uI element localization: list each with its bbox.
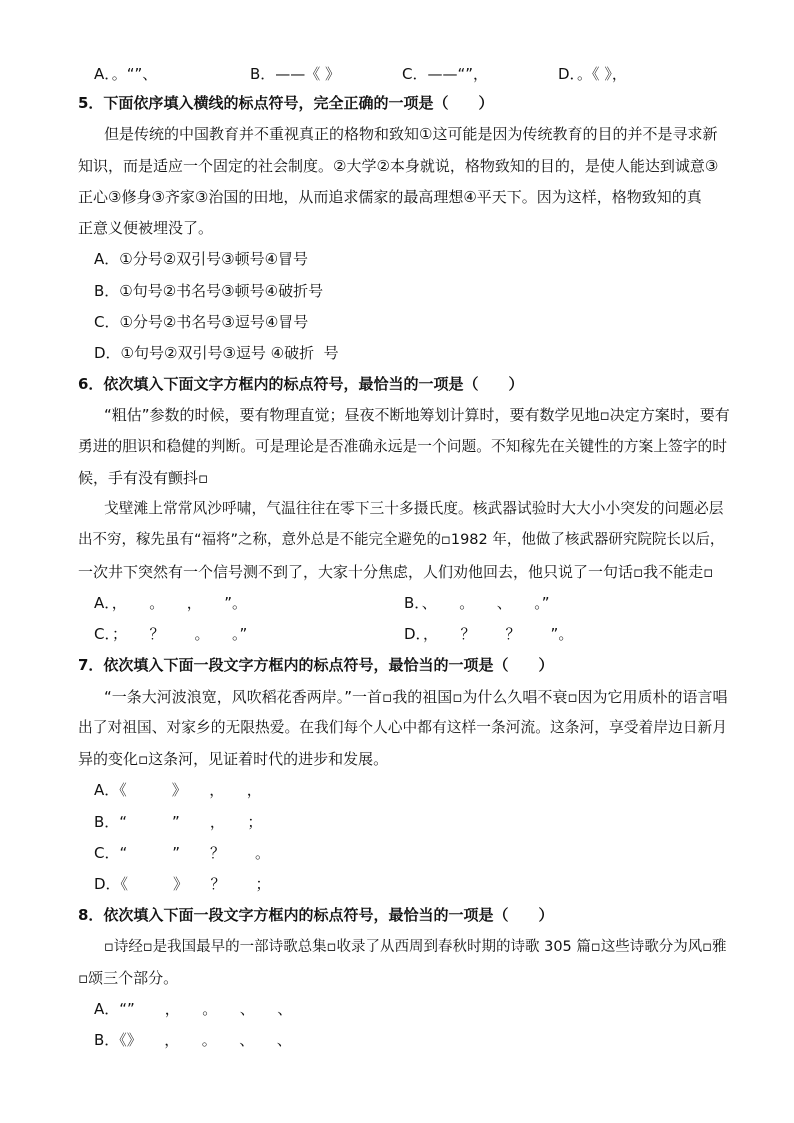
q6-passage-line: 勇进的胆识和稳健的判断。可是理论是否准确永远是一个问题。不知稼先在关键性的方案上签字的时 — [78, 438, 727, 455]
q7-option-d: D．《 》 ？ ； — [94, 875, 271, 893]
q5-option-d: D．①句号②双引号③逗号 ④破折 号 — [94, 344, 339, 362]
q6-passage-line: 戈壁滩上常常风沙呼啸，气温往往在零下三十多摄氏度。核武器试验时大大小小突发的问题必层 — [104, 500, 724, 517]
q6-option-a: A．， 。 ， ”。 — [94, 594, 248, 612]
q5-stem: 5．下面依序填入横线的标点符号，完全正确的一项是（ ） — [78, 94, 494, 112]
q8-passage-line: ▫诗经▫是我国最早的一部诗歌总集▫收录了从西周到春秋时期的诗歌 305 篇▫这些诗歌分为风▫雅 — [104, 939, 727, 955]
q4-option-d: D．。《 》， — [558, 65, 627, 83]
q7-option-c: C．“ ” ？ 。 — [94, 844, 271, 862]
q5-passage-line: 但是传统的中国教育并不重视真正的格物和致知①这可能是因为传统教育的目的并不是寻求新 — [104, 125, 718, 143]
q5-passage-line: 正心③修身③齐家③治国的田地，从而追求儒家的最高理想④平天下。因为这样，格物致知的真 — [78, 188, 702, 206]
q6-option-c: C．； ？ 。 。” — [94, 625, 248, 643]
q5-passage-line: 正意义便被埋没了。 — [78, 219, 214, 237]
q7-passage-line: “一条大河波浪宽，风吹稻花香两岸。”一首▫我的祖国▫为什么久唱不衰▫因为它用质朴的语言唱 — [104, 688, 728, 706]
q7-passage-line: 出了对祖国、对家乡的无限热爱。在我们每个人心中都有这样一条河流。这条河，享受着岸边日新月 — [78, 719, 727, 736]
q6-passage-line: 候，手有没有颤抖▫ — [78, 469, 209, 487]
q6-passage-line: “粗估”参数的时候，要有物理直觉；昼夜不断地筹划计算时，要有数学见地▫决定方案时，要有 — [104, 406, 730, 424]
q4-option-a: A．。“”、 — [94, 65, 158, 83]
q6-option-b: B．、 。 、 。” — [404, 594, 550, 612]
q8-passage-line: ▫颂三个部分。 — [78, 969, 179, 987]
q5-option-a: A．①分号②双引号③顿号④冒号 — [94, 250, 309, 268]
q7-stem: 7．依次填入下面一段文字方框内的标点符号，最恰当的一项是（ ） — [78, 656, 554, 674]
q6-option-d: D．， ？ ？ ”。 — [404, 625, 574, 643]
q7-option-a: A．《 》 ， ， — [94, 781, 262, 799]
q7-option-b: B．“ ” ， ； — [94, 813, 263, 831]
q6-stem: 6．依次填入下面文字方框内的标点符号，最恰当的一项是（ ） — [78, 375, 524, 393]
q7-passage-line: 异的变化▫这条河，见证着时代的进步和发展。 — [78, 750, 389, 768]
q8-option-a: A．“” ， 。 、 、 — [94, 1000, 293, 1018]
q5-option-c: C．①分号②书名号③逗号④冒号 — [94, 313, 309, 331]
q6-passage-line: 出不穷，稼先虽有“福将”之称，意外总是不能完全避免的▫1982 年，他做了核武器研究院院长以后， — [78, 532, 725, 548]
q8-stem: 8．依次填入下面一段文字方框内的标点符号，最恰当的一项是（ ） — [78, 906, 554, 924]
q4-option-b: B．——《 》 — [250, 65, 341, 83]
q4-option-c: C．——“”， — [402, 65, 489, 83]
q5-option-b: B．①句号②书名号③顿号④破折号 — [94, 282, 324, 300]
q6-passage-line: 一次井下突然有一个信号测不到了，大家十分焦虑，人们劝他回去，他只说了一句话▫我不能走▫ — [78, 563, 714, 581]
q5-passage-line: 知识，而是适应一个固定的社会制度。②大学②本身就说，格物致知的目的，是使人能达到诚意③ — [78, 157, 719, 175]
q8-option-b: B．《》 ， 。 、 、 — [94, 1031, 292, 1049]
